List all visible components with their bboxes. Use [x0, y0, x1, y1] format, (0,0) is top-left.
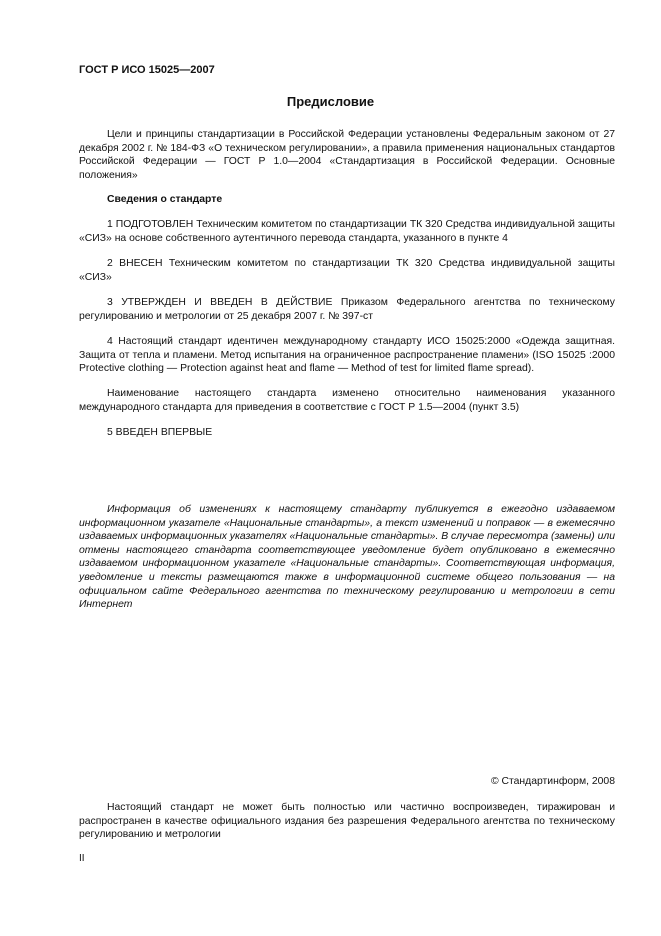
intro-paragraph: Цели и принципы стандартизации в Российской Федерации установлены Федеральным законом от 27 декабря 2002 г. № 184-ФЗ «О техническом регулировании», а правила применения национальных стандартов Российской Федерации — ГОСТ Р 1.0—2004 «Стандартизация в Российской Федерации. Основные положения»	[79, 129, 615, 181]
information-notice: Информация об изменениях к настоящему стандарту публикуется в ежегодно издаваемом информационном указателе «Национальные стандарты», а текст изменений и поправок — в ежемесячно издаваемых информационных указателях «Национальные стандарты». В случае пересмотра (замены) или отмены настоящего стандарта соответствующее уведомление будет опубликовано в ежемесячно издаваемом информационном указателе «Национальные стандарты». Соответствующая информация, уведомление и тексты размещаются также в информационной системе общего пользования — на официальном сайте Федерального агентства по техническому регулированию и метрологии в сети Интернет	[79, 504, 615, 611]
item-1-prepared: 1 ПОДГОТОВЛЕН Техническим комитетом по стандартизации ТК 320 Средства индивидуальной защиты «СИЗ» на основе собственного аутентичного перевода стандарта, указанного в пункте 4	[79, 219, 615, 244]
item-3-approved: 3 УТВЕРЖДЕН И ВВЕДЕН В ДЕЙСТВИЕ Приказом Федерального агентства по техническому регулированию и метрологии от 25 декабря 2007 г. № 397-ст	[79, 297, 615, 322]
item-5-first-introduced: 5 ВВЕДЕН ВПЕРВЫЕ	[107, 427, 213, 438]
item-2-introduced: 2 ВНЕСЕН Техническим комитетом по стандартизации ТК 320 Средства индивидуальной защиты «СИЗ»	[79, 258, 615, 283]
document-id-header: ГОСТ Р ИСО 15025—2007	[79, 64, 215, 76]
page-number: II	[79, 853, 85, 864]
page-title: Предисловие	[286, 94, 375, 109]
rights-notice: Настоящий стандарт не может быть полностью или частично воспроизведен, тиражирован и распространен в качестве официального издания без разрешения Федерального агентства по техническому регулированию и метрологии	[79, 802, 615, 841]
section-heading: Сведения о стандарте	[107, 194, 223, 205]
item-4-name-note: Наименование настоящего стандарта изменено относительно наименования указанного международного стандарта для приведения в соответствие с ГОСТ Р 1.5—2004 (пункт 3.5)	[79, 388, 615, 413]
item-4-identical-standard: 4 Настоящий стандарт идентичен международному стандарту ИСО 15025:2000 «Одежда защитная. Защита от тепла и пламени. Метод испытания на ограниченное распространение пламени» (ISO 15025 :2000 Protective clothing — Protection against heat and flame — Method of test for limited flame spread).	[79, 336, 615, 375]
copyright-line: © Стандартинформ, 2008	[490, 776, 615, 787]
